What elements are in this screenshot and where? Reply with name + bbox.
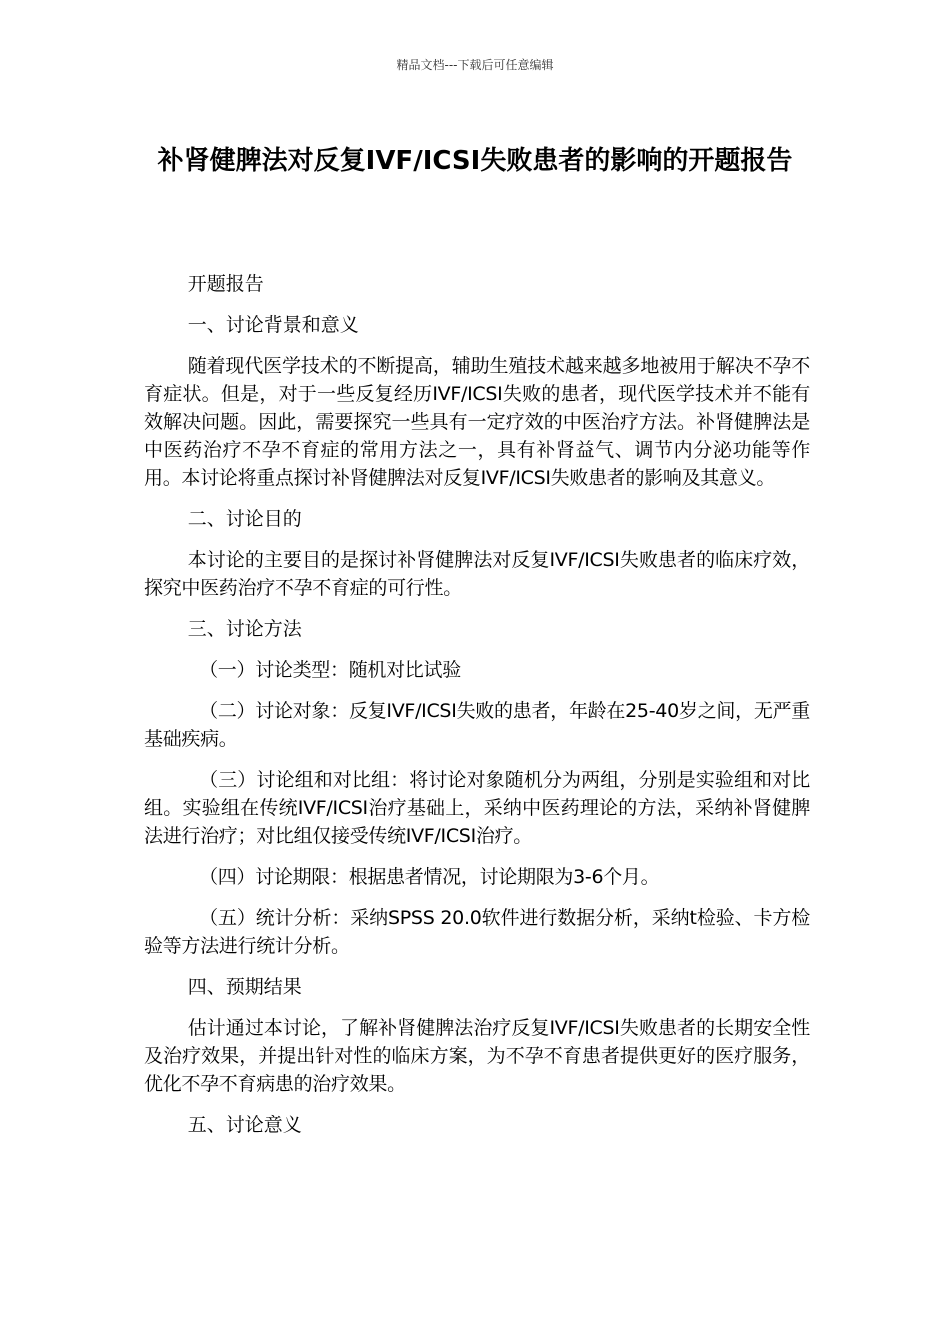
section-4-heading: 四、预期结果 [187,976,302,998]
section-2-body: 本讨论的主要目的是探讨补肾健脾法对反复IVF/ICSI失败患者的临床疗效，探究中医药治疗不孕不育症的可行性。 [144,549,810,599]
section-3-item-2: （二）讨论对象：反复IVF/ICSI失败的患者，年龄在25-40岁之间，无严重基础疾病。 [144,700,810,750]
section-1-body: 随着现代医学技术的不断提高，辅助生殖技术越来越多地被用于解决不孕不育症状。但是，对于一些反复经历IVF/ICSI失败的患者，现代医学技术并不能有效解决问题。因此，需要探究一些具有一定疗效的中医治疗方法。补肾健脾法是中医药治疗不孕不育症的常用方法之一，具有补肾益气、调节内分泌功能等作用。本讨论将重点探讨补肾健脾法对反复IVF/ICSI失败患者的影响及其意义。 [144,355,810,489]
section-1-heading: 一、讨论背景和意义 [187,314,359,336]
section-3-item-4: （四）讨论期限：根据患者情况，讨论期限为3-6个月。 [199,866,660,888]
section-5-heading: 五、讨论意义 [187,1114,302,1136]
page-header: 精品文档---下载后可任意编辑 [396,58,554,72]
section-3-item-1: （一）讨论类型：随机对比试验 [199,659,461,681]
intro-heading: 开题报告 [187,273,264,295]
document-body [144,270,810,1152]
section-3-item-5: （五）统计分析：采纳SPSS 20.0软件进行数据分析，采纳t检验、卡方检验等方法进行统计分析。 [144,907,810,957]
document-title: 补肾健脾法对反复IVF/ICSI失败患者的影响的开题报告 [157,146,793,176]
section-3-item-3: （三）讨论组和对比组：将讨论对象随机分为两组，分别是实验组和对比组。实验组在传统IVF/ICSI治疗基础上，采纳中医药理论的方法，采纳补肾健脾法进行治疗；对比组仅接受传统IVF/ICSI治疗。 [144,769,810,847]
section-3-heading: 三、讨论方法 [187,618,302,640]
section-2-heading: 二、讨论目的 [187,508,302,530]
section-4-body: 估计通过本讨论，了解补肾健脾法治疗反复IVF/ICSI失败患者的长期安全性及治疗效果，并提出针对性的临床方案，为不孕不育患者提供更好的医疗服务，优化不孕不育病患的治疗效果。 [144,1017,810,1095]
